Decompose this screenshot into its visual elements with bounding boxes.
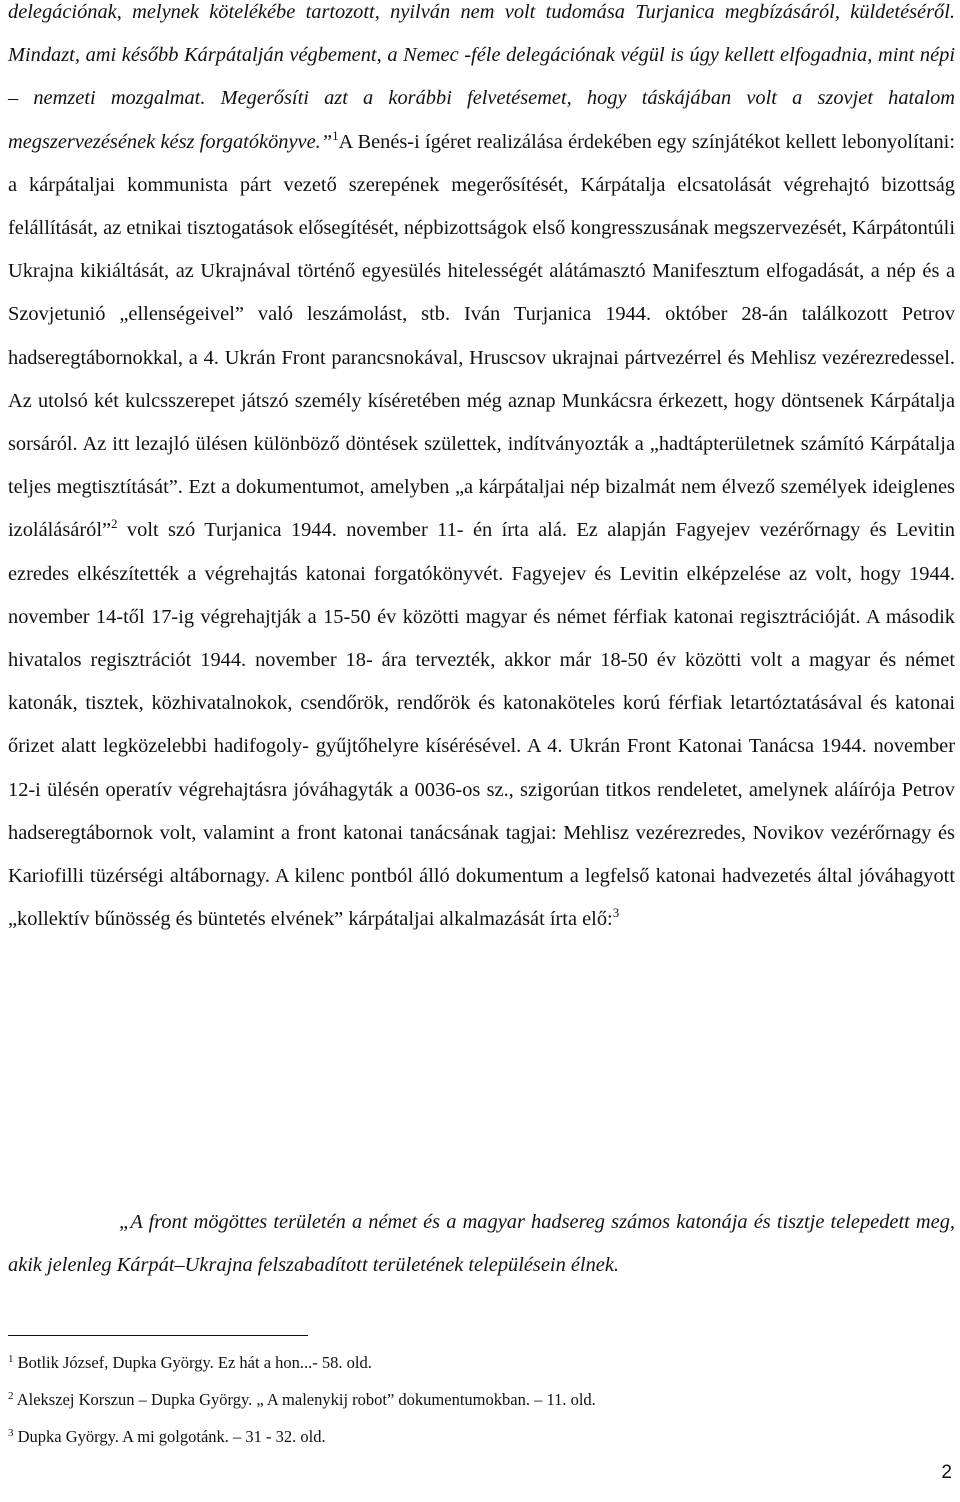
footnote-2 <box>8 1390 596 1410</box>
page-number: 2 <box>941 1462 952 1483</box>
italic-quoted-passage: delegációnak, melynek kötelékébe tartozott, nyilván nem volt tudomása Turjanica megbízásáról, küldetéséről. Mindazt, ami később Kárpátalján végbement, a Nemec -féle delegációnak végül is úgy kellett elfogadnia, mint népi – nemzeti mozgalmat. Megerősíti azt a korábbi felvetésemet, hogy táskájában volt a szovjet hatalom megszervezésének kész forgatókönyve.” <box>8 1 955 153</box>
footnote-3 <box>8 1427 326 1447</box>
footnote-separator <box>8 1335 308 1336</box>
footnote-2-number: 2 <box>8 1389 14 1402</box>
block-quote: „A front mögöttes területén a német és a magyar hadsereg számos katonája és tisztje telepedett meg, akik jelenleg Kárpát–Ukrajna felszabadított területének településein élnek. <box>8 1211 955 1277</box>
footnote-ref-3[interactable]: 3 <box>612 905 620 921</box>
footnote-1-text: Botlik József, Dupka György. Ez hát a hon...- 58. old. <box>17 1353 372 1372</box>
footnote-2-text: Alekszej Korszun – Dupka György. „ A malenykij robot” dokumentumokban. – 11. old. <box>16 1390 596 1409</box>
main-paragraph <box>8 0 955 941</box>
footnote-3-number: 3 <box>8 1426 14 1439</box>
footnote-3-text: Dupka György. A mi golgotánk. – 31 - 32. old. <box>17 1427 326 1446</box>
footnote-ref-2[interactable]: 2 <box>111 516 118 532</box>
paragraph-text-b: volt szó Turjanica 1944. november 11- én írta alá. Ez alapján Fagyejev vezérőrnagy és Levitin ezredes elkészítették a végrehajtás katonai forgatókönyvét. Fagyejev és Levitin elképzelése az volt, hogy 1944. november 14-től 17-ig végrehajtják a 15-50 év közötti magyar és német férfiak katonai regisztrációját. A második hivatalos regisztrációt 1944. november 18- ára tervezték, akkor már 18-50 év közötti volt a magyar és német katonák, tisztek, közhivatalnokok, csendőrök, rendőrök és katonaköteles korú férfiak letartóztatásával és katonai őrizet alatt legközelebbi hadifogoly- gyűjtőhelyre kísérésével. A 4. Ukrán Front Katonai Tanácsa 1944. november 12-i ülésén operatív végrehajtásra jóváhagyták a 0036-os sz., szigorúan titkos rendeletet, amelynek aláírója Petrov hadseregtábornok volt, valamint a front katonai tanácsának tagjai: Mehlisz vezérezredes, Novikov vezérőrnagy és Kariofilli tüzérségi altábornagy. A kilenc pontból álló dokumentum a legfelső katonai hadvezetés által jóváhagyott „kollektív bűnösség és büntetés elvének” kárpátaljai alkalmazását írta elő: <box>8 519 955 931</box>
footnote-1-number: 1 <box>8 1352 14 1365</box>
paragraph-text-a: A Benés-i ígéret realizálása érdekében egy színjátékot kellett lebonyolítani: a kárpátaljai kommunista párt vezető szerepének megerősítését, Kárpátalja elcsatolását végrehajtó bizottság felállítását, az etnikai tisztogatások elősegítését, népbizottságok első kongresszusának megszervezését, Kárpátontúli Ukrajna kikiáltását, az Ukrajnával történő egyesülés hitelességét alátámasztó Manifesztum elfogadását, a nép és a Szovjetunió „ellenségeivel” való leszámolást, stb. Iván Turjanica 1944. október 28-án találkozott Petrov hadseregtábornokkal, a 4. Ukrán Front parancsnokával, Hruscsov ukrajnai pártvezérrel és Mehlisz vezérezredessel. Az utolsó két kulcsszerepet játszó személy kíséretében még aznap Munkácsra érkezett, hogy döntsenek Kárpátalja sorsáról. Az itt lezajló ülésen különböző döntések születtek, indítványozták a „hadtápterületnek számító Kárpátalja teljes megtisztítását”. Ezt a dokumentumot, amelyben „a kárpátaljai nép bizalmát nem élvező személyek ideiglenes izolálásáról” <box>8 130 956 542</box>
footnote-1 <box>8 1353 372 1373</box>
footnote-ref-1[interactable]: 1 <box>332 127 339 143</box>
